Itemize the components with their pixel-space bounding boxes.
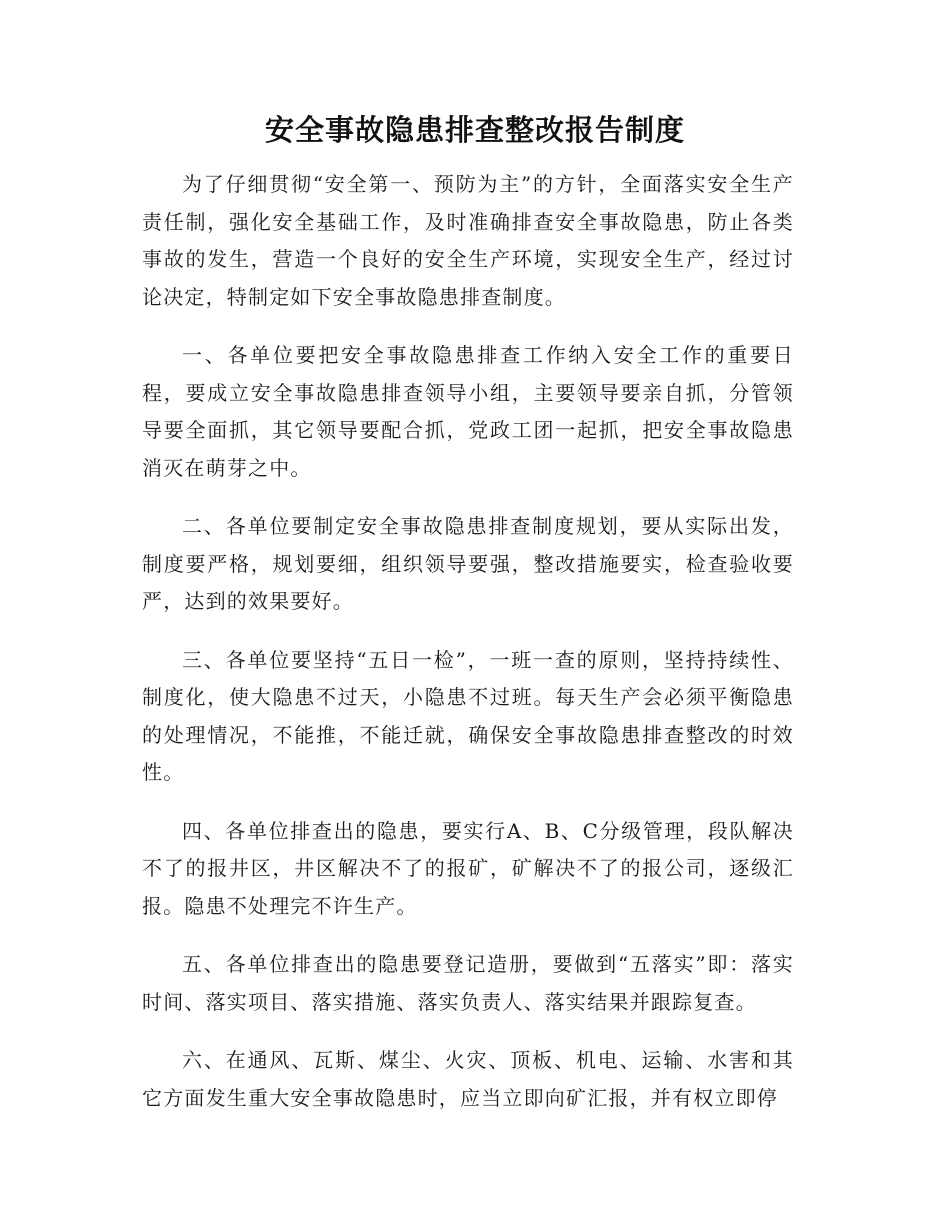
- paragraph-item-2: 二、各单位要制定安全事故隐患排查制度规划，要从实际出发，制度要严格，规划要细，组织领导要强，整改措施要实，检查验收要严，达到的效果要好。: [142, 514, 794, 613]
- document-body: [142, 166, 794, 1138]
- paragraph-item-1: 一、各单位要把安全事故隐患排查工作纳入安全工作的重要日程，要成立安全事故隐患排查领导小组，主要领导要亲自抓，分管领导要全面抓，其它领导要配合抓，党政工团一起抓，把安全事故隐患消灭在萌芽之中。: [142, 343, 794, 480]
- paragraph-item-3: 三、各单位要坚持“五日一检”，一班一查的原则，坚持持续性、制度化，使大隐患不过天，小隐患不过班。每天生产会必须平衡隐患的处理情况，不能推，不能迁就，确保安全事故隐患排查整改的时效性。: [142, 647, 794, 784]
- paragraph-intro: 为了仔细贯彻“安全第一、预防为主”的方针，全面落实安全生产责任制，强化安全基础工作，及时准确排查安全事故隐患，防止各类事故的发生，营造一个良好的安全生产环境，实现安全生产，经过讨论决定，特制定如下安全事故隐患排查制度。: [142, 172, 794, 309]
- paragraph-item-6: 六、在通风、瓦斯、煤尘、火灾、顶板、机电、运输、水害和其它方面发生重大安全事故隐患时，应当立即向矿汇报，并有权立即停: [142, 1048, 794, 1110]
- document-title: 安全事故隐患排查整改报告制度: [264, 113, 685, 147]
- paragraph-item-5: 五、各单位排查出的隐患要登记造册，要做到“五落实”即：落实时间、落实项目、落实措施、落实负责人、落实结果并跟踪复查。: [142, 952, 794, 1014]
- paragraph-item-4: 四、各单位排查出的隐患，要实行A、B、C分级管理，段队解决不了的报井区，井区解决不了的报矿，矿解决不了的报公司，逐级汇报。隐患不处理完不许生产。: [142, 818, 794, 918]
